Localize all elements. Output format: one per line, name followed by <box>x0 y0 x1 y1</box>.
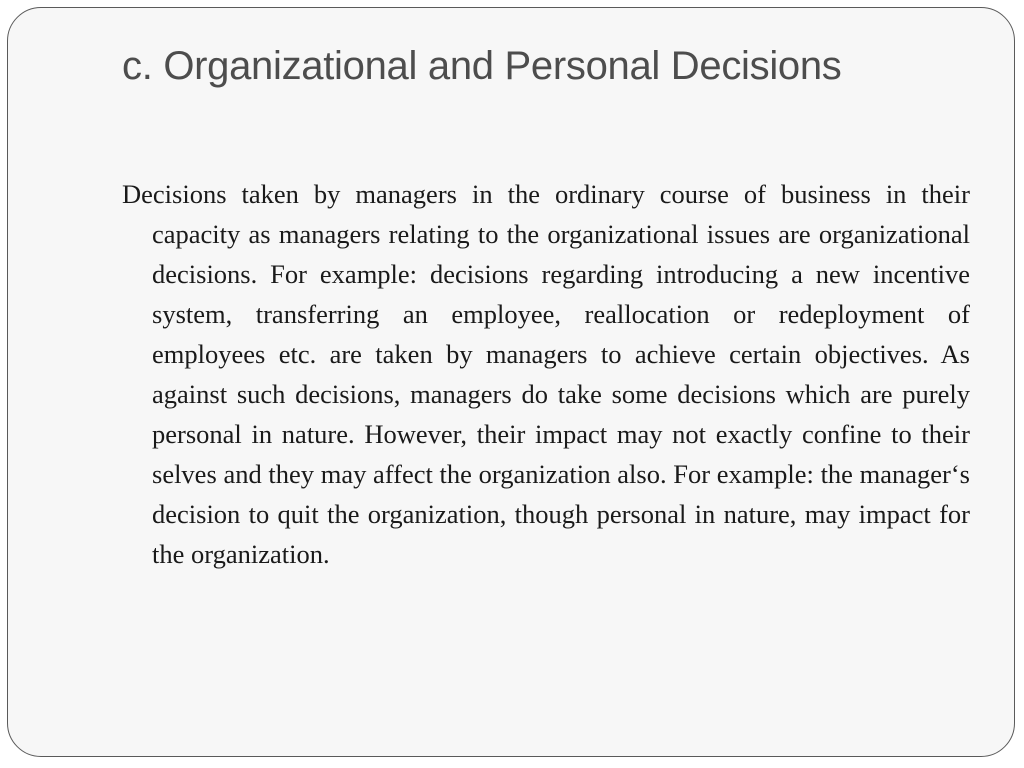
slide-frame <box>7 7 1015 757</box>
slide-title: c. Organizational and Personal Decisions <box>122 44 842 88</box>
slide-body-text: Decisions taken by managers in the ordinary course of business in their capacity as managers relating to the organizational issues are organizational decisions. For example: decisions regarding introducing a new incentive system, transferring an employee, reallocation or redeployment of employees etc. are taken by managers to achieve certain objectives. As against such decisions, managers do take some decisions which are purely personal in nature. However, their impact may not exactly confine to their selves and they may affect the organization also. For example: the manager‘s decision to quit the organization, though personal in nature, may impact for the organization. <box>122 179 970 569</box>
